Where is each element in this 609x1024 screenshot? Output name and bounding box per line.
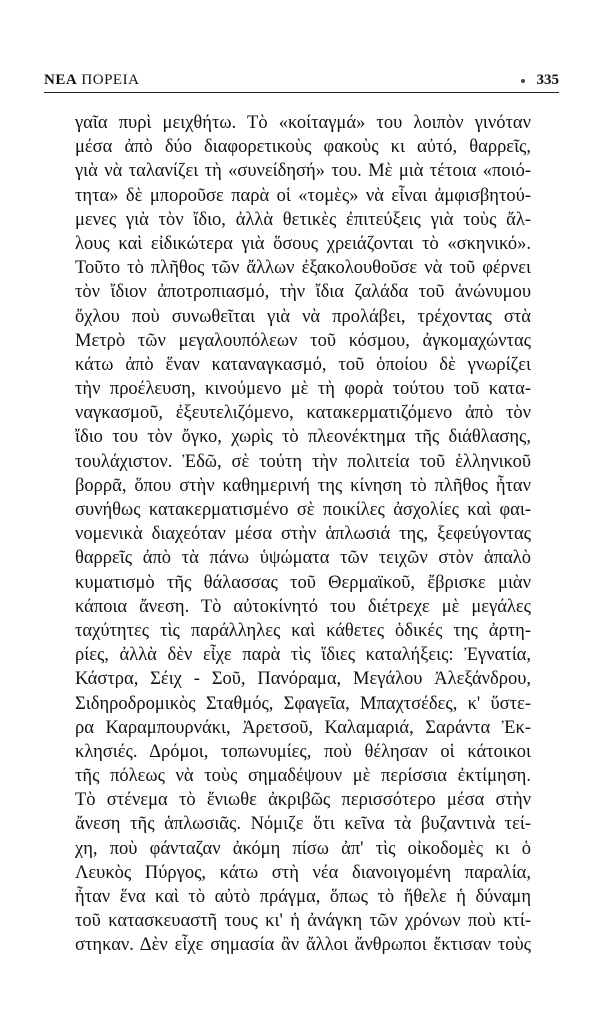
- text-line: Κάστρα, Σέιχ - Σοῦ, Πανόραμα, Μεγάλου Ἀλεξάνδρου,: [75, 669, 531, 690]
- text-line: κάτω ἀπὸ ἕναν καταναγκασμό, τοῦ ὁποίου δὲ γνωρίζει: [75, 354, 531, 375]
- text-line: ρα Καραμπουρνάκι, Ἀρετσοῦ, Καλαμαριά, Σαράντα Ἐκ-: [75, 717, 531, 738]
- text-line: ρίες, ἀλλὰ δὲν εἶχε παρὰ τὶς ἴδιες καταλήξεις: Ἐγνατία,: [75, 645, 531, 666]
- text-line: τὴν προέλευση, κινούμενο μὲ τὴ φορὰ τούτου τοῦ κατα-: [75, 379, 531, 400]
- journal-title-rest: ΠΟΡΕΙΑ: [77, 72, 140, 88]
- text-line: συνήθως κατακερματισμένο σὲ ποικίλες ἀσχολίες καὶ φαι-: [75, 500, 531, 520]
- text-line: μενες γιὰ τὸν ἴδιο, ἀλλὰ θετικὲς ἐπιτεύξεις γιὰ τοὺς ἄλ-: [75, 209, 531, 230]
- text-line: ταχύτητες τὶς παράλληλες καὶ κάθετες ὁδικές της ἀρτη-: [75, 620, 531, 641]
- text-line: Τοῦτο τὸ πλῆθος τῶν ἄλλων ἐξακολουθοῦσε νὰ τοῦ φέρνει: [75, 258, 531, 279]
- text-line: γιὰ νὰ ταλανίζει τὴ «συνείδησή» του. Μὲ μιὰ τέτοια «ποιό-: [75, 161, 531, 182]
- text-line: Μετρὸ τῶν μεγαλουπόλεων τοῦ κόσμου, ἀγκομαχώντας: [75, 330, 531, 351]
- journal-title-bold: ΝΕΑ: [44, 72, 78, 88]
- text-line: θαρρεῖς ἀπὸ τὰ πάνω ὑψώματα τῶν τειχῶν στὸν ἁπαλὸ: [75, 548, 531, 569]
- header-dot-ornament: [521, 79, 525, 83]
- text-line: κάποια ἄνεση. Τὸ αὐτοκίνητό του διέτρεχε μὲ μεγάλες: [75, 596, 531, 617]
- text-line: ναγκασμοῦ, ἐξευτελιζόμενο, κατακερματιζόμενο ἀπὸ τὸν: [75, 403, 531, 424]
- journal-title: [44, 72, 139, 89]
- text-line: νομενικὰ διαχεόταν μέσα στὴν ἁπλωσιά της, ξεφεύγοντας: [75, 524, 531, 545]
- text-line: ἄνεση τῆς ἁπλωσιᾶς. Νόμιζε ὅτι κεῖνα τὰ βυζαντινὰ τεί-: [75, 814, 531, 835]
- body-text: [75, 111, 531, 958]
- text-line: Σιδηροδρομικὸς Σταθμός, Σφαγεῖα, Μπαχτσέδες, κ' ὕστε-: [75, 693, 531, 714]
- text-line: ἦταν ἕνα καὶ τὸ αὐτὸ πράγμα, ὅπως τὸ ἤθελε ἡ δύναμη: [75, 887, 531, 907]
- text-line: κυματισμὸ τῆς θάλασσας τοῦ Θερμαϊκοῦ, ἔβρισκε μιὰν: [75, 572, 531, 593]
- running-header: [44, 70, 559, 93]
- text-line: Τὸ στένεμα τὸ ἔνιωθε ἀκριβῶς περισσότερο μέσα στὴν: [75, 790, 531, 811]
- text-line: τῆς πόλεως νὰ τοὺς σημαδέψουν μὲ περίσσια ἐκτίμηση.: [75, 766, 531, 787]
- text-line: στηκαν. Δὲν εἶχε σημασία ἂν ἄλλοι ἄνθρωποι ἔκτισαν τοὺς: [75, 935, 531, 956]
- text-line: βορρᾶ, ὅπου στὴν καθημερινή της κίνηση τὸ πλῆθος ἦταν: [75, 475, 531, 496]
- text-line: τητα» δὲ μποροῦσε παρὰ οἱ «τομὲς» νὰ εἶναι ἀμφισβητού-: [75, 185, 531, 206]
- text-line: τουλάχιστον. Ἐδῶ, σὲ τούτη τὴν πολιτεία τοῦ ἑλληνικοῦ: [75, 451, 531, 472]
- text-line: χη, ποὺ φάνταζαν ἀκόμη πίσω ἀπ' τὶς οἰκοδομὲς κι ὁ: [75, 838, 531, 859]
- text-line: τοῦ κατασκευαστῆ τους κι' ἡ ἀνάγκη τῶν χρόνων ποὺ κτί-: [75, 911, 531, 932]
- text-line: τὸν ἴδιον ἀποτροπιασμό, τὴν ἴδια ζαλάδα τοῦ ἀνώνυμου: [75, 282, 531, 303]
- text-line: ἴδιο του τὸν ὄγκο, χωρὶς τὸ πλεονέκτημα τῆς διάθλασης,: [75, 427, 531, 448]
- text-line: Λευκὸς Πύργος, κάτω στὴ νέα διανοιγομένη παραλία,: [75, 862, 531, 883]
- text-line: κλησιές. Δρόμοι, τοπωνυμίες, ποὺ θέλησαν οἱ κάτοικοι: [75, 741, 531, 762]
- text-line: μέσα ἀπὸ δύο διαφορετικοὺς φακοὺς κι αὐτό, θαρρεῖς,: [75, 137, 531, 158]
- text-line: λους καὶ εἰδικώτερα γιὰ ὅσους χρειάζονται τὸ «σκηνικό».: [75, 233, 531, 254]
- text-line: ὄχλου ποὺ συνωθεῖται γιὰ νὰ προλάβει, τρέχοντας στὰ: [75, 306, 531, 327]
- page-number: 335: [536, 72, 559, 88]
- text-line: γαῖα πυρὶ μειχθήτω. Τὸ «κοίταγμά» του λοιπὸν γινόταν: [75, 113, 531, 133]
